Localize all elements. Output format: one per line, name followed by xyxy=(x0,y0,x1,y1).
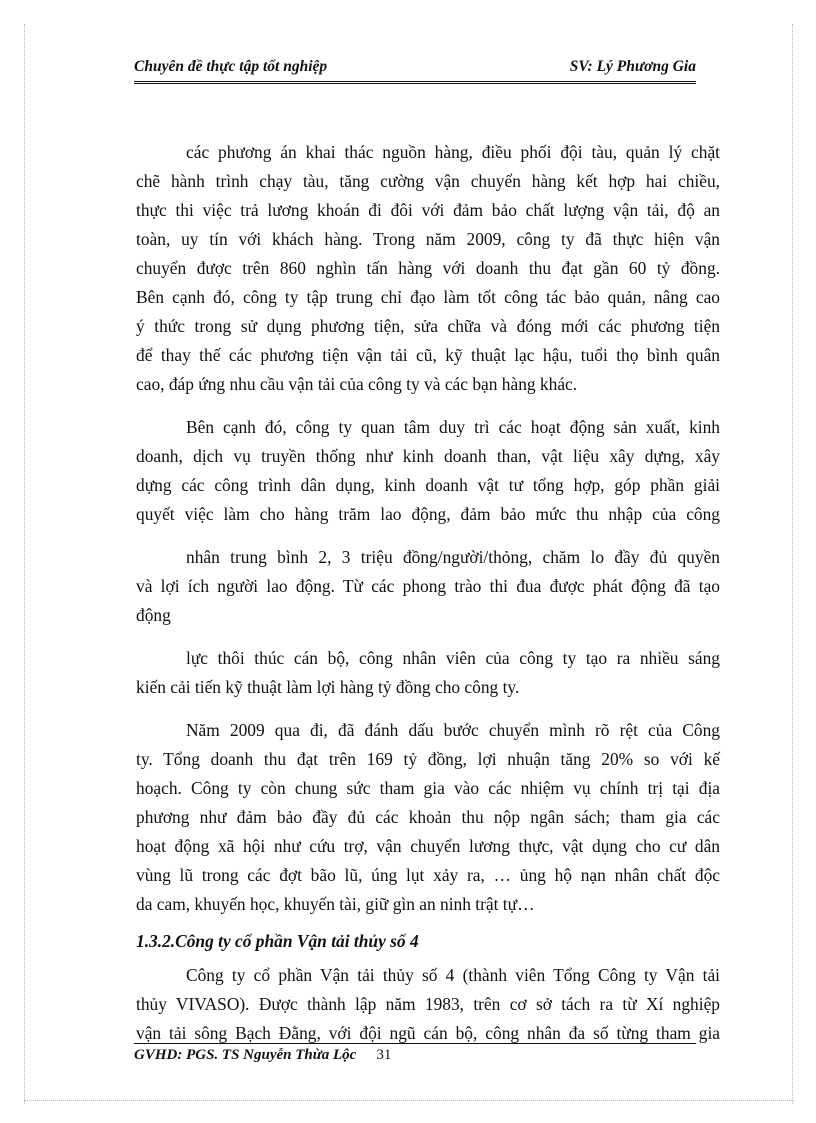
text-line: vùng lũ trong các đợt bão lũ, úng lụt xảy ra, … ủng hộ nạn nhân chất độc xyxy=(136,865,720,885)
paragraph xyxy=(136,716,720,919)
text-line: ty. Tổng doanh thu đạt trên 169 tỷ đồng, lợi nhuận tăng 20% so với kế xyxy=(136,749,720,769)
text-line: và lợi ích người lao động. Từ các phong trào thi đua được phát động đã tạo xyxy=(136,576,720,596)
text-line: chuyển được trên 860 nghìn tấn hàng với doanh thu đạt gần 60 tỷ đồng. xyxy=(136,258,720,278)
paragraph xyxy=(136,644,720,702)
text-line: thực thi việc trả lương khoán đi đôi với đảm bảo chất lượng vận tải, độ an xyxy=(136,200,720,220)
text-line: các phương án khai thác nguồn hàng, điều phối đội tàu, quản lý chặt xyxy=(186,142,720,162)
footer-supervisor: GVHD: PGS. TS Nguyễn Thừa Lộc xyxy=(134,1047,357,1063)
text-line: cao, đáp ứng nhu cầu vận tải của công ty và các bạn hàng khác. xyxy=(136,374,578,394)
paragraph-gap xyxy=(136,399,720,413)
text-line: da cam, khuyến học, khuyến tài, giữ gìn an ninh trật tự… xyxy=(136,894,535,914)
document-body xyxy=(136,138,720,1048)
paragraph xyxy=(136,543,720,630)
footer-rule xyxy=(134,1043,696,1044)
text-line: động xyxy=(136,605,171,625)
page-border-bottom xyxy=(24,1100,794,1101)
text-line: lực thôi thúc cán bộ, công nhân viên của công ty tạo ra nhiều sáng xyxy=(186,648,720,668)
text-line: chẽ hành trình chạy tàu, tăng cường vận chuyển hàng kết hợp hai chiều, xyxy=(136,171,720,191)
text-line: Bên cạnh đó, công ty tập trung chỉ đạo làm tốt công tác bảo quản, nâng cao xyxy=(136,287,720,307)
text-line: hoạch. Công ty còn chung sức tham gia vào các nhiệm vụ chính trị tại địa xyxy=(136,778,720,798)
text-line: Năm 2009 qua đi, đã đánh dấu bước chuyển mình rõ rệt của Công xyxy=(186,720,720,740)
text-line: Công ty cổ phần Vận tải thủy số 4 (thành viên Tổng Công ty Vận tải xyxy=(186,965,720,985)
text-line: dựng các công trình dân dụng, kinh doanh vật tư tổng hợp, góp phần giải xyxy=(136,475,720,495)
paragraph xyxy=(136,961,720,1048)
paragraph-gap xyxy=(136,529,720,543)
paragraph-gap xyxy=(136,702,720,716)
text-line: nhân trung bình 2, 3 triệu đồng/người/thỏng, chăm lo đầy đủ quyền xyxy=(186,547,720,567)
section-heading: 1.3.2.Công ty cổ phần Vận tải thủy số 4 xyxy=(136,931,419,951)
page-border-left xyxy=(24,24,25,1104)
text-line: ý thức trong sử dụng phương tiện, sửa chữa và đóng mới các phương tiện xyxy=(136,316,720,336)
paragraph xyxy=(136,138,720,399)
text-line: toàn, uy tín với khách hàng. Trong năm 2009, công ty đã thực hiện vận xyxy=(136,229,720,249)
header-title: Chuyên đề thực tập tốt nghiệp xyxy=(134,58,328,75)
text-line: để thay thế các phương tiện vận tải cũ, kỹ thuật lạc hậu, tuổi thọ bình quân xyxy=(136,345,720,365)
text-line: doanh, dịch vụ truyền thống như kinh doanh than, vật liệu xây dựng, xây xyxy=(136,446,720,466)
paragraph-gap xyxy=(136,630,720,644)
page-header xyxy=(134,58,696,80)
page-border-right xyxy=(792,24,793,1104)
text-line: phương như đảm bảo đầy đủ các khoản thu nộp ngân sách; tham gia các xyxy=(136,807,720,827)
text-line: vận tải sông Bạch Đằng, với đội ngũ cán bộ, công nhân đa số từng tham gia xyxy=(136,1023,720,1043)
header-student: SV: Lý Phương Gia xyxy=(569,58,696,75)
text-line: quyết việc làm cho hàng trăm lao động, đảm bảo mức thu nhập của công xyxy=(136,504,720,524)
page-number: 31 xyxy=(376,1047,392,1063)
page-footer xyxy=(134,1047,391,1064)
header-rule xyxy=(134,81,696,84)
text-line: kiến cải tiến kỹ thuật làm lợi hàng tỷ đồng cho công ty. xyxy=(136,677,520,697)
text-line: hoạt động xã hội như cứu trợ, vận chuyển lương thực, vật dụng cho cư dân xyxy=(136,836,720,856)
paragraph xyxy=(136,413,720,529)
text-line: Bên cạnh đó, công ty quan tâm duy trì các hoạt động sản xuất, kinh xyxy=(186,417,720,437)
text-line: thủy VIVASO). Được thành lập năm 1983, trên cơ sở tách ra từ Xí nghiệp xyxy=(136,994,720,1014)
